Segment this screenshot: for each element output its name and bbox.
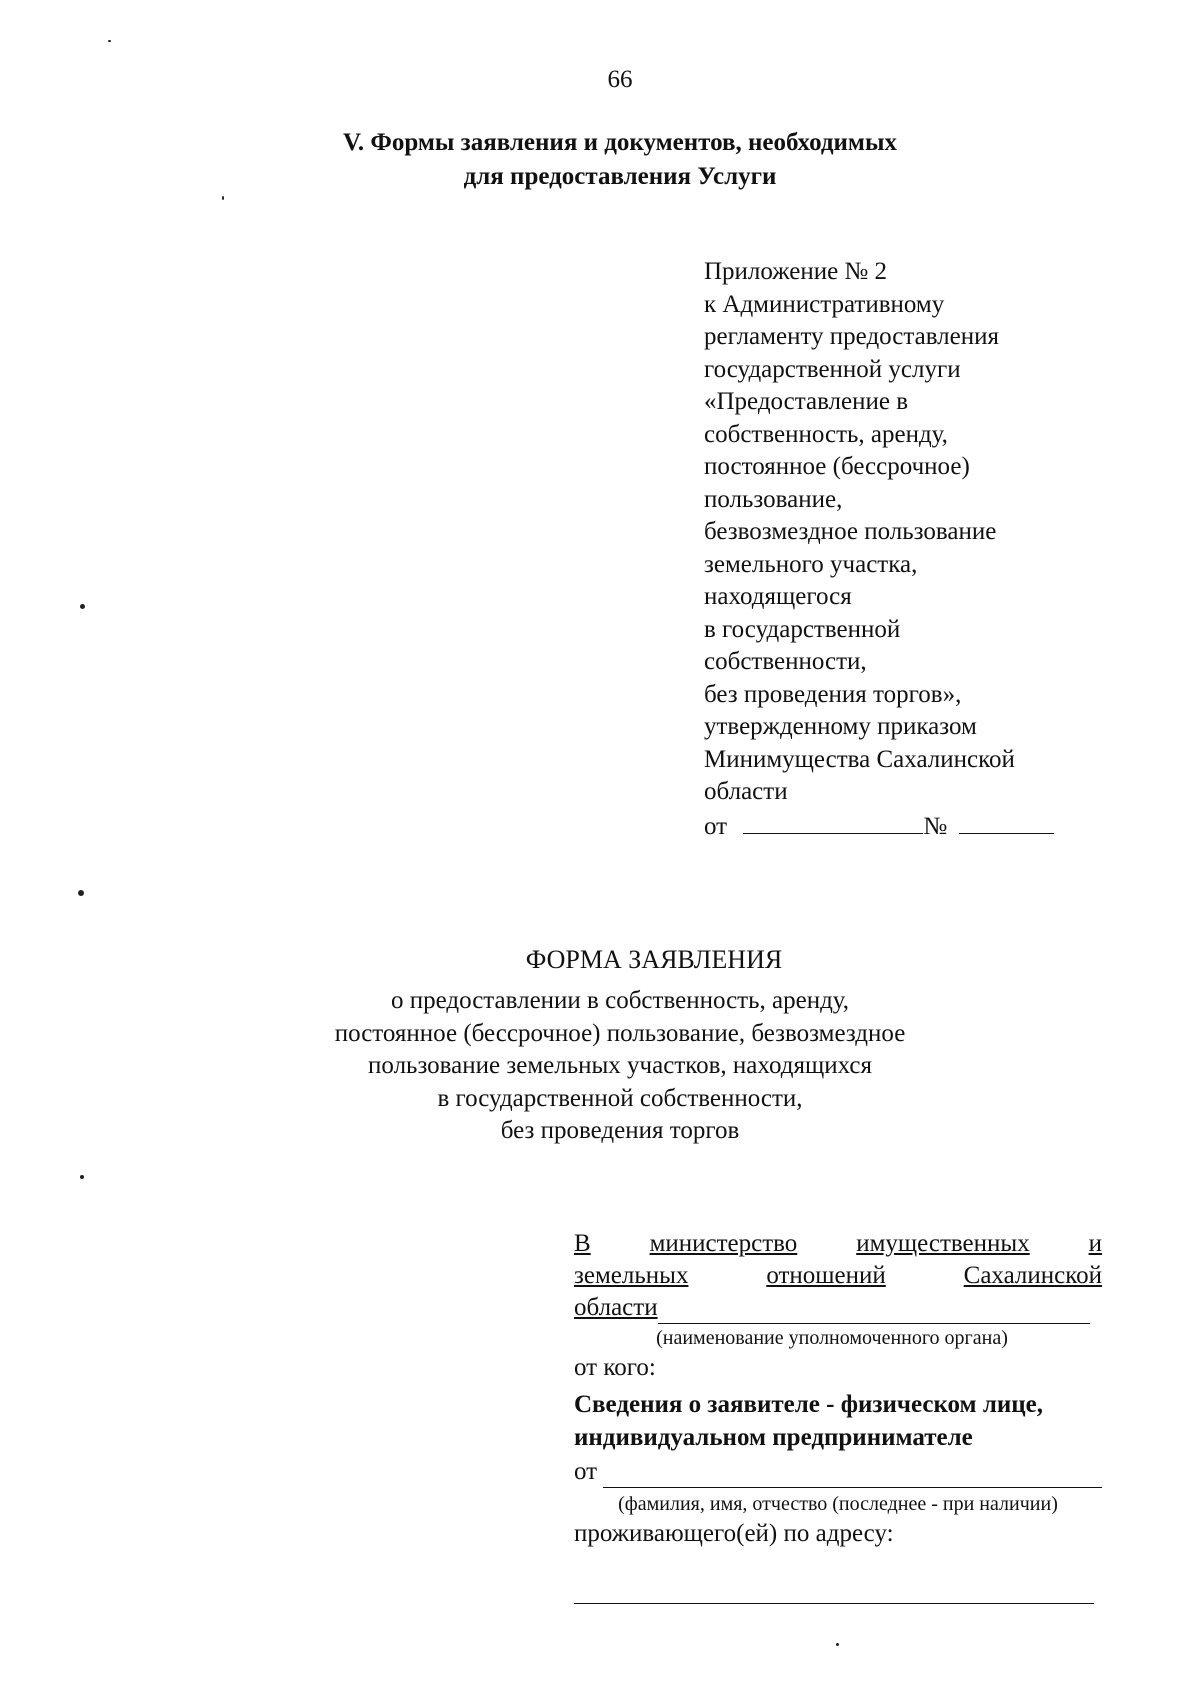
annex-line: Минимущества Сахалинской — [704, 745, 1015, 773]
annex-date-prefix: от — [704, 812, 728, 840]
annex-line: пользование, — [704, 485, 843, 513]
addressee-word: министерство — [649, 1230, 798, 1257]
addressee-word: Сахалинской — [963, 1262, 1102, 1289]
annex-line: в государственной — [704, 615, 901, 643]
addressee-word: отношений — [766, 1262, 886, 1289]
section-title-line: V. Формы заявления и документов, необходимых — [343, 129, 897, 156]
annex-block — [704, 256, 1054, 843]
address-blank — [574, 1602, 1094, 1604]
addressee-word: имущественных — [856, 1230, 1030, 1257]
scan-speck — [78, 890, 84, 896]
form-subtitle-line: в государственной собственности, — [437, 1084, 803, 1112]
annex-line: государственной услуги — [704, 355, 961, 383]
addressee-word: земельных — [574, 1262, 689, 1289]
annex-line: земельного участка, — [704, 550, 918, 578]
scan-speck — [80, 604, 85, 609]
applicant-heading-line: индивидуальном предпринимателе — [574, 1424, 973, 1451]
from-label: от кого: — [574, 1354, 656, 1381]
section-title — [0, 126, 1200, 194]
authority-hint: (наименование уполномоченного органа) — [656, 1327, 1008, 1349]
annex-date-line — [704, 809, 1054, 844]
annex-line: собственности, — [704, 648, 867, 675]
annex-line: без проведения торгов», — [704, 680, 962, 708]
annex-line: постоянное (бессрочное) — [704, 453, 970, 480]
name-blank — [603, 1486, 1102, 1488]
applicant-name-line — [574, 1456, 1102, 1488]
page-number: 66 — [607, 66, 633, 93]
from-short: от — [574, 1458, 598, 1485]
form-subtitle-line: без проведения торгов — [500, 1117, 740, 1144]
annex-line: регламенту предоставления — [704, 323, 1000, 350]
annex-line: собственность, аренду, — [704, 420, 948, 448]
addressee-block — [574, 1228, 1102, 1604]
number-blank — [959, 809, 1054, 834]
annex-line: безвозмездное пользование — [704, 518, 997, 545]
applicant-heading — [574, 1388, 1102, 1454]
name-hint: (фамилия, имя, отчество (последнее - при наличии) — [618, 1493, 1058, 1515]
scan-speck — [80, 1175, 84, 1179]
annex-line: находящегося — [704, 583, 852, 610]
annex-line: к Административному — [704, 290, 945, 318]
address-label: проживающего(ей) по адресу: — [574, 1520, 894, 1547]
scan-speck — [222, 196, 224, 200]
section-title-line: для предоставления Услуги — [463, 163, 777, 190]
annex-line: утвержденному приказом — [704, 713, 977, 740]
date-blank — [743, 809, 923, 834]
addressee-word: области — [574, 1294, 658, 1321]
form-subtitle-line: о предоставлении в собственность, аренду, — [390, 987, 850, 1014]
form-subtitle-line: постоянное (бессрочное) пользование, безвозмездное — [334, 1019, 906, 1047]
addressee-line — [574, 1260, 1102, 1292]
addressee-line — [574, 1228, 1102, 1260]
scan-speck — [108, 40, 111, 42]
form-title: ФОРМА ЗАЯВЛЕНИЯ — [525, 945, 783, 974]
annex-line: Приложение № 2 — [704, 258, 888, 285]
annex-number-sign: № — [923, 812, 948, 840]
applicant-heading-line: Сведения о заявителе - физическом лице, — [574, 1391, 1044, 1418]
scan-speck — [836, 1643, 839, 1646]
addressee-line — [574, 1292, 1090, 1324]
addressee-word: и — [1088, 1230, 1102, 1257]
addressee-word: В — [574, 1230, 591, 1257]
annex-line: области — [704, 778, 788, 805]
annex-line: «Предоставление в — [704, 388, 909, 415]
form-subtitle-line: пользование земельных участков, находящихся — [368, 1052, 872, 1079]
form-subtitle — [0, 985, 1200, 1148]
